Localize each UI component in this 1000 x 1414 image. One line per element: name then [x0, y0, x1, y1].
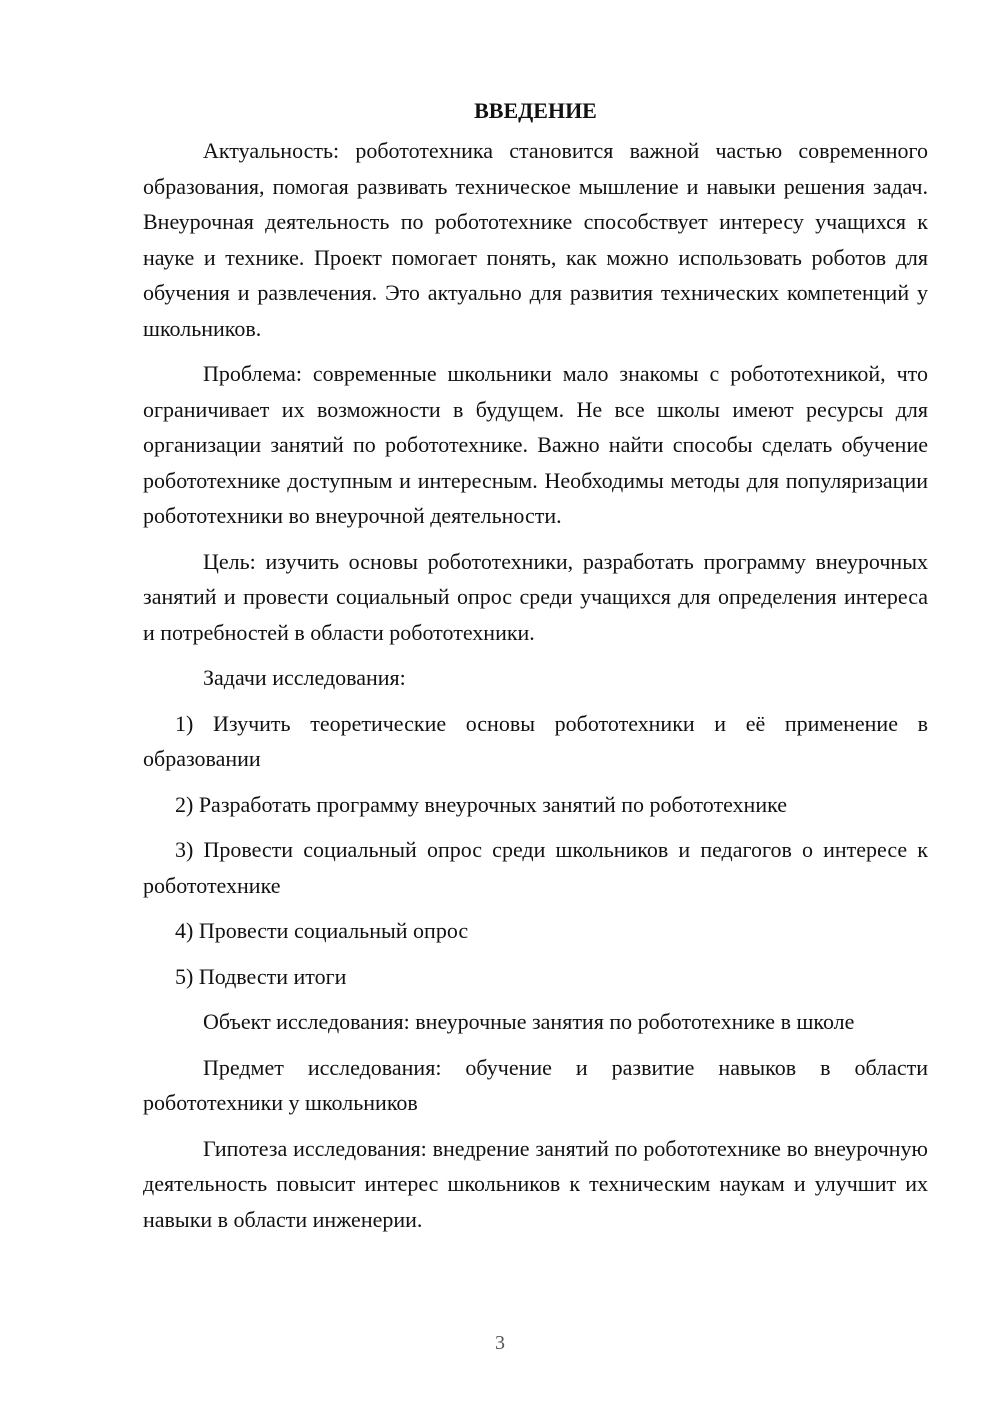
tasks-heading: Задачи исследования: — [203, 665, 406, 690]
relevance-paragraph: Актуальность: робототехника становится важной частью современного образования, помогая развивать техническое мышление и навыки решения задач. Внеурочная деятельность по робототехнике способствует интересу учащихся к науке и технике. Проект помогает понять, как можно использовать роботов для обучения и развлечения. Это актуально для развития технических компетенций у школьников. — [143, 138, 928, 341]
subject-paragraph: Предмет исследования: обучение и развитие навыков в области робототехники у школьников — [143, 1054, 928, 1115]
problem-paragraph: Проблема: современные школьники мало знакомы с робототехникой, что ограничивает их возможности в будущем. Не все школы имеют ресурсы для организации занятий по робототехнике. Важно найти способы сделать обучение робототехнике доступным и интересным. Необходимы методы для популяризации робототехники во внеурочной деятельности. — [143, 361, 928, 528]
hypothesis-paragraph: Гипотеза исследования: внедрение занятий по робототехнике во внеурочную деятельность повысит интерес школьников к техническим наукам и улучшит их навыки в области инженерии. — [143, 1135, 928, 1232]
document-page — [143, 96, 928, 1247]
object-paragraph: Объект исследования: внеурочные занятия по робототехнике в школе — [203, 1009, 855, 1034]
task-item: 3) Провести социальный опрос среди школьников и педагогов о интересе к робототехнике — [143, 837, 928, 898]
goal-paragraph: Цель: изучить основы робототехники, разработать программу внеурочных занятий и провести социальный опрос среди учащихся для определения интереса и потребностей в области робототехники. — [143, 548, 928, 645]
task-item: 5) Подвести итоги — [175, 963, 347, 989]
task-item: 2) Разработать программу внеурочных занятий по робототехнике — [175, 791, 788, 817]
page-title: ВВЕДЕНИЕ — [474, 98, 597, 123]
task-item: 1) Изучить теоретические основы робототехники и её применение в образовании — [143, 710, 928, 771]
page-number: 3 — [495, 1332, 505, 1354]
task-item: 4) Провести социальный опрос — [175, 918, 469, 943]
